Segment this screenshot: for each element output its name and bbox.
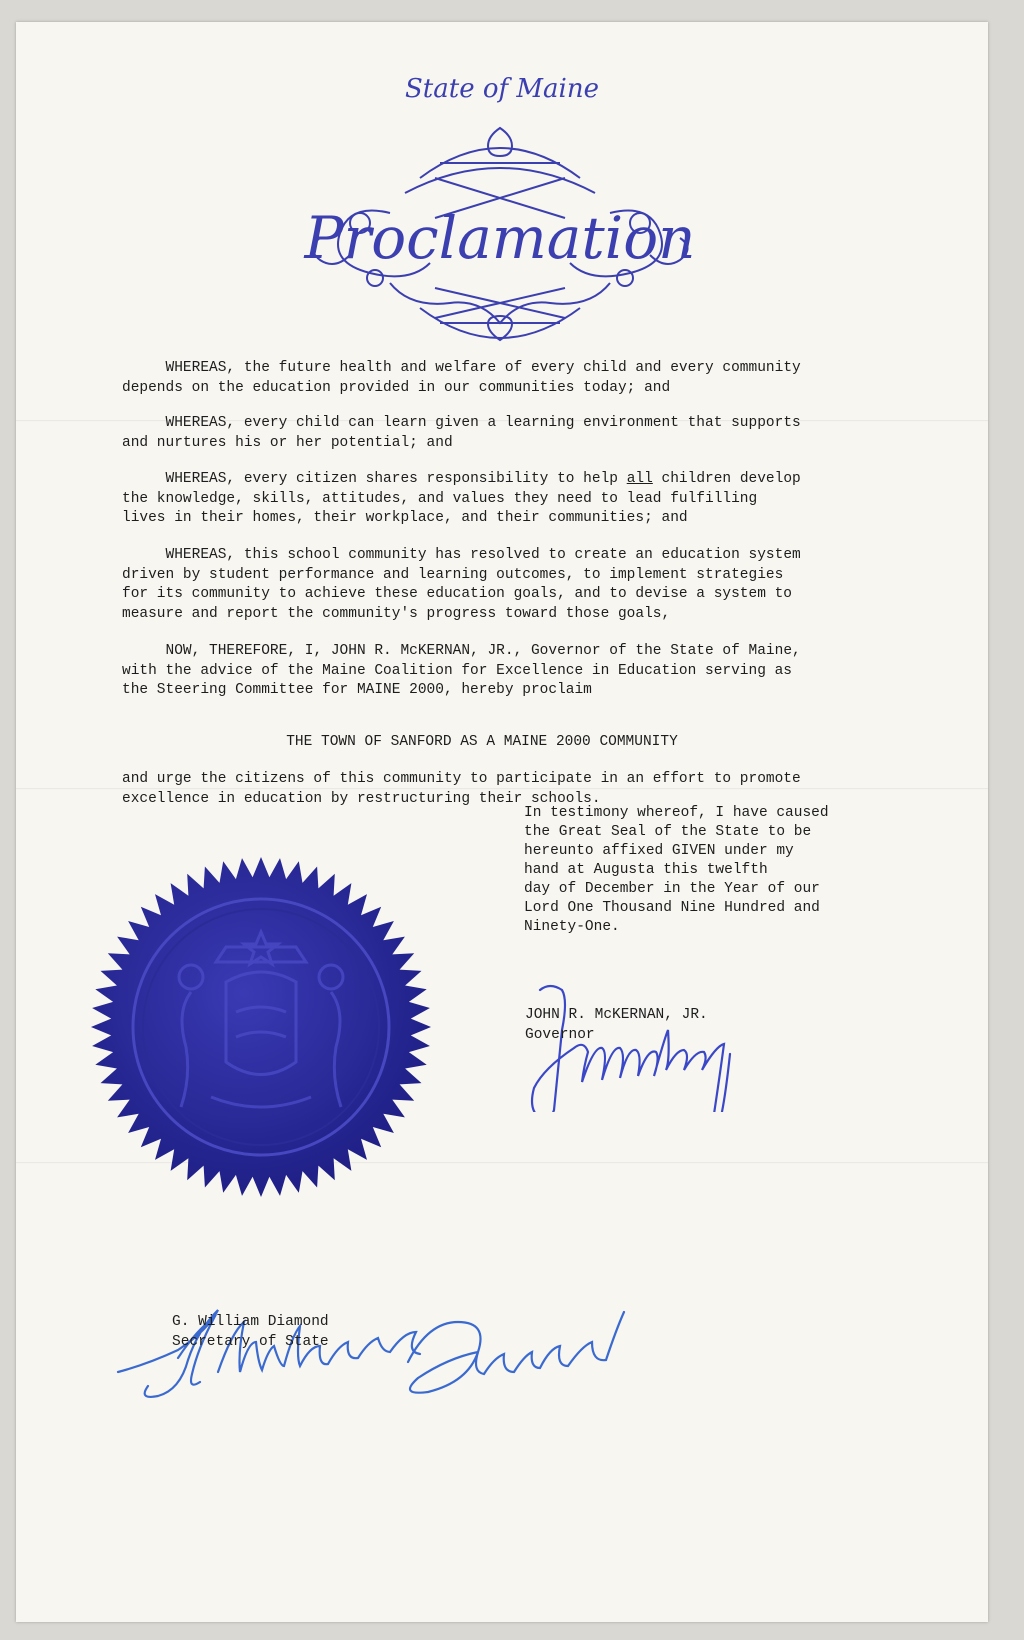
governor-title: Governor	[525, 1027, 595, 1043]
state-heading: State of Maine	[405, 74, 599, 104]
secretary-title: Secretary of State	[172, 1334, 329, 1350]
great-seal-icon	[86, 852, 436, 1202]
proclamation-title: Proclamation	[304, 204, 696, 272]
secretary-name: G. William Diamond	[172, 1314, 329, 1330]
whereas-paragraph-1: WHEREAS, the future health and welfare of every child and every community depends on the education provided in our communities today; and	[122, 360, 801, 396]
testimony-paragraph: In testimony whereof, I have caused the Great Seal of the State to be hereunto affixed GIVEN under my hand at Augusta this twelfth day of December in the Year of our Lord One Thousand Nine Hundred and Ninety-One.	[524, 805, 829, 935]
whereas-paragraph-3: WHEREAS, every citizen shares responsibility to help all children develop the knowledge, skills, attitudes, and values they need to lead fulfilling lives in their homes, their workplace, and their communities; and	[122, 471, 801, 526]
proclamation-ornament	[300, 118, 700, 368]
governor-name: JOHN R. McKERNAN, JR.	[525, 1007, 708, 1023]
closing-paragraph: and urge the citizens of this community to participate in an effort to promote excellence in education by restructuring their schools.	[122, 771, 801, 807]
whereas-paragraph-2: WHEREAS, every child can learn given a learning environment that supports and nurtures his or her potential; and	[122, 415, 801, 451]
whereas-paragraph-4: WHEREAS, this school community has resolved to create an education system driven by student performance and learning outcomes, to implement strategies for its community to achieve these education goals, and to devise a system to measure and report the community's progress toward those goals,	[122, 547, 801, 622]
therefore-paragraph: NOW, THEREFORE, I, JOHN R. McKERNAN, JR., Governor of the State of Maine, with the advice of the Maine Coalition for Excellence in Education serving as the Steering Committee for MAINE 2000, hereby proclaim	[122, 643, 801, 698]
proclamation-document	[16, 22, 988, 1622]
proclaimed-community: THE TOWN OF SANFORD AS A MAINE 2000 COMMUNITY	[286, 734, 678, 750]
